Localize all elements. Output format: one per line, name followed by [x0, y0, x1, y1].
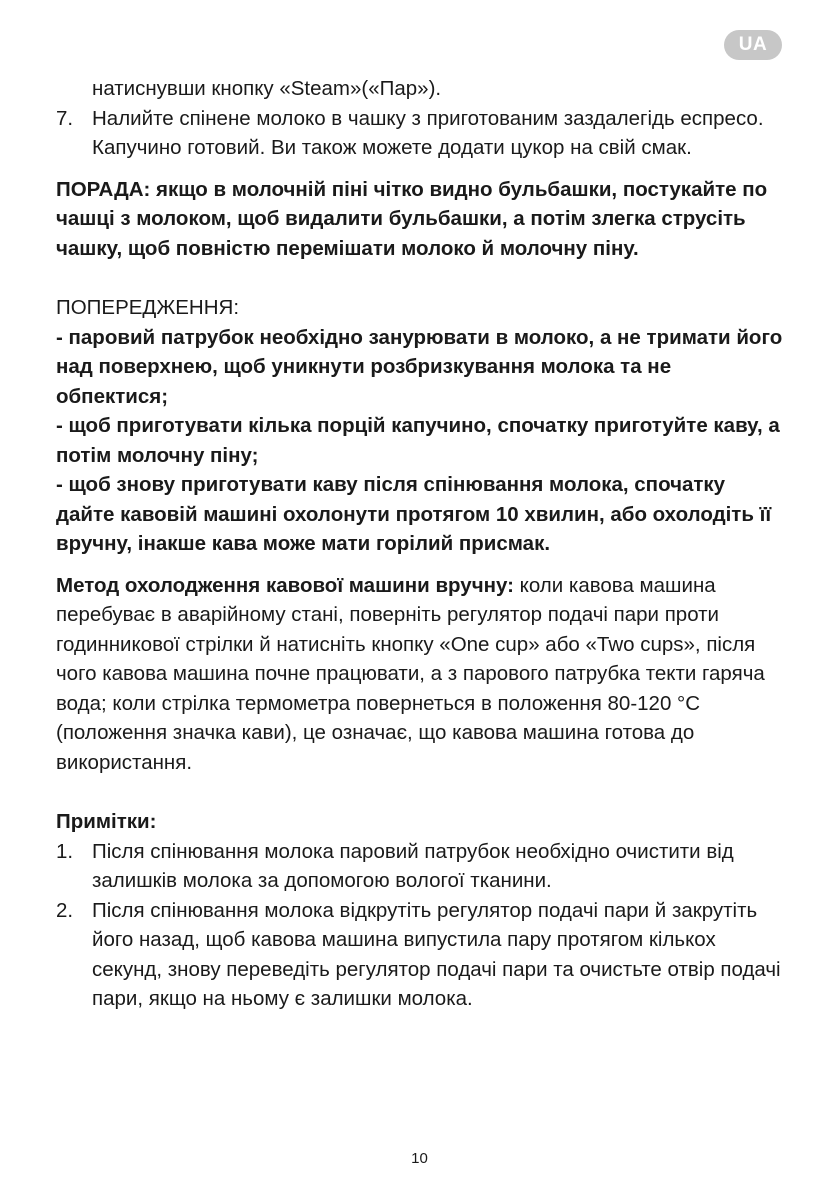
notes-heading: Примітки:: [56, 810, 157, 833]
note-2-number: 2.: [56, 898, 74, 922]
tip-paragraph: ПОРАДА: якщо в молочній піні чітко видно бульбашки, постукайте по чашці з молоком, щоб видалити бульбашки, а потім злегка струсіть чашку, щоб повністю перемішати молоко й молочну піну.: [56, 177, 768, 260]
note-item-2: [56, 896, 786, 1014]
warning-item-2: - щоб приготувати кілька порцій капучино, спочатку приготуйте каву, а потім молочну піну;: [56, 414, 780, 467]
cooling-paragraph: [56, 571, 786, 778]
step6-continuation: натиснувши кнопку «Steam»(«Пар»).: [92, 77, 442, 100]
warning-item-1: - паровий патрубок необхідно занурювати в молоко, а не тримати його над поверхнею, щоб уникнути розбризкування молока та не обпектися;: [56, 325, 783, 408]
note-1-number: 1.: [56, 839, 74, 863]
warning-heading: ПОПЕРЕДЖЕННЯ:: [56, 296, 240, 319]
page-number: 10: [411, 1150, 428, 1167]
step7-item: [56, 104, 786, 163]
note-2-text: Після спінювання молока відкрутіть регулятор подачі пари й закрутіть його назад, щоб кавова машина випустила пару протягом кількох секунд, знову переведіть регулятор подачі пари та очистьте отвір подачі пари, якщо на ньому є залишки молока.: [92, 898, 781, 1010]
cooling-text: коли кавова машина перебуває в аварійному стані, поверніть регулятор подачі пари проти годинникової стрілки й натисніть кнопку «One cup» або «Two cups», після чого кавова машина почне працювати, а з парового патрубка текти гаряча вода; коли стрілка термометра повернеться в положення 80-120 °С (положення значка кави), це означає, що кавова машина готова до використання.: [56, 573, 765, 774]
note-1-text: Після спінювання молока паровий патрубок необхідно очистити від залишків молока за допомогою вологої тканини.: [92, 839, 734, 892]
step7-number: 7.: [56, 106, 74, 130]
cooling-title: Метод охолодження кавової машини вручну:: [56, 573, 514, 597]
step7-text: Налийте спінене молоко в чашку з приготованим заздалегідь еспресо. Капучино готовий. Ви також можете додати цукор на свій смак.: [92, 106, 764, 159]
note-item-1: [56, 837, 786, 896]
language-badge: UA: [724, 30, 782, 60]
warning-item-3: - щоб знову приготувати каву після спінювання молока, спочатку дайте кавовій машині охолонути протягом 10 хвилин, або охолодіть її вручну, інакше кава може мати горілий присмак.: [56, 473, 772, 555]
page-content: [56, 74, 786, 1014]
